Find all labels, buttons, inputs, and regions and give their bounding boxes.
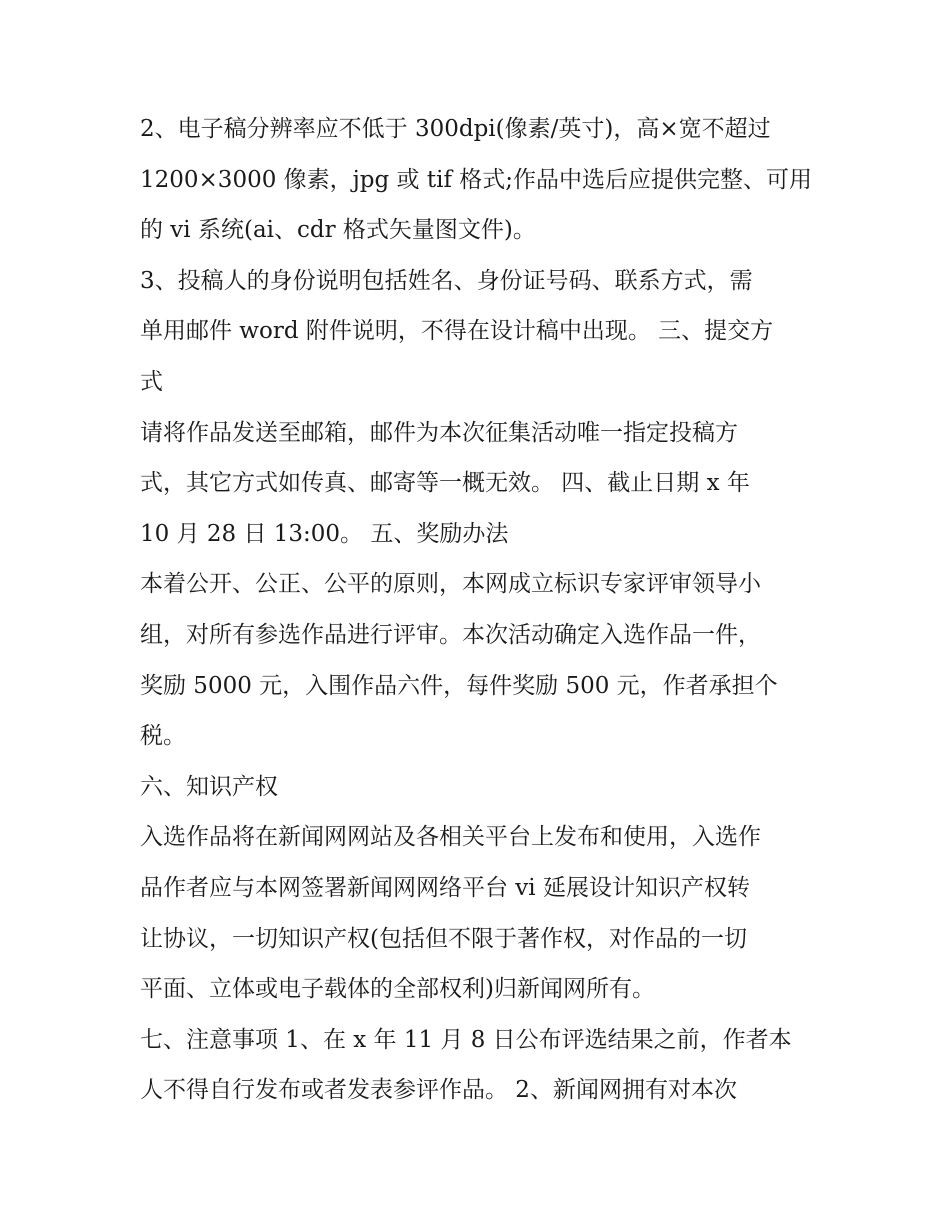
paragraph-submission-deadline-rewards bbox=[140, 408, 820, 560]
paragraph-file-requirements bbox=[140, 104, 820, 256]
section-heading-intellectual-property bbox=[140, 762, 820, 813]
paragraph-notes bbox=[140, 1015, 820, 1116]
text-line: 入选作品将在新闻网网站及各相关平台上发布和使用，入选作 bbox=[140, 824, 761, 851]
text-line: 3、投稿人的身份说明包括姓名、身份证号码、联系方式，需 bbox=[140, 267, 753, 294]
paragraph-review-and-awards bbox=[140, 559, 820, 761]
text-line: 六、知识产权 bbox=[140, 773, 278, 800]
text-line: 人不得自行发布或者发表参评作品。 2、新闻网拥有对本次 bbox=[140, 1077, 737, 1104]
text-line: 单用邮件 word 附件说明，不得在设计稿中出现。 三、提交方 bbox=[140, 318, 774, 345]
text-line: 奖励 5000 元，入围作品六件，每件奖励 500 元，作者承担个 bbox=[140, 672, 778, 699]
text-line: 请将作品发送至邮箱，邮件为本次征集活动唯一指定投稿方 bbox=[140, 419, 738, 446]
text-line: 让协议，一切知识产权(包括但不限于著作权，对作品的一切 bbox=[140, 925, 747, 952]
text-line: 10 月 28 日 13:00。 五、奖励办法 bbox=[140, 520, 509, 547]
text-line: 组，对所有参选作品进行评审。本次活动确定入选作品一件， bbox=[140, 621, 761, 648]
text-line: 2、电子稿分辨率应不低于 300dpi(像素/英寸)，高×宽不超过 bbox=[140, 116, 771, 142]
paragraph-intellectual-property bbox=[140, 812, 820, 1014]
text-line: 式，其它方式如传真、邮寄等一概无效。 四、截止日期 x 年 bbox=[140, 470, 750, 497]
text-line: 式 bbox=[140, 368, 163, 395]
text-line: 七、注意事项 1、在 x 年 11 月 8 日公布评选结果之前，作者本 bbox=[140, 1026, 792, 1053]
paragraph-identity-and-submission-heading bbox=[140, 256, 820, 408]
text-line: 平面、立体或电子载体的全部权利)归新闻网所有。 bbox=[140, 976, 655, 1003]
text-line: 税。 bbox=[140, 723, 186, 750]
text-line: 品作者应与本网签署新闻网网络平台 vi 延展设计知识产权转 bbox=[140, 874, 750, 901]
text-line: 本着公开、公正、公平的原则，本网成立标识专家评审领导小 bbox=[140, 571, 761, 598]
text-line: 1200×3000 像素，jpg 或 tif 格式;作品中选后应提供完整、可用 bbox=[140, 166, 813, 193]
document-body bbox=[140, 104, 820, 1116]
text-line: 的 vi 系统(ai、cdr 格式矢量图文件)。 bbox=[140, 217, 536, 244]
